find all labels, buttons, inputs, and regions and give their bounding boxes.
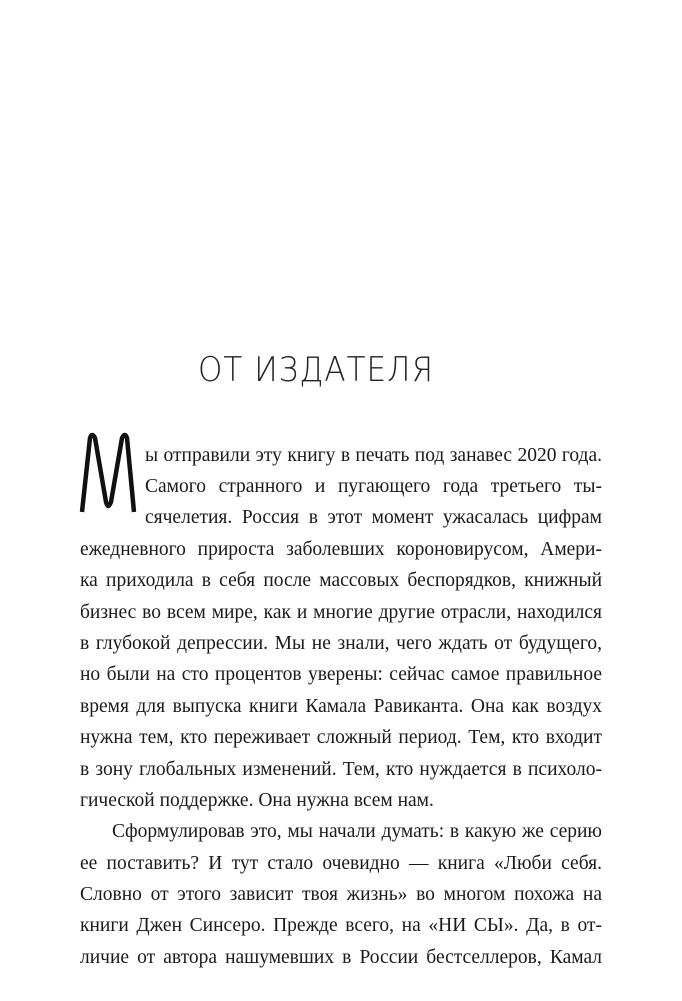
text-line: сячелетия. Россия в этот момент ужасалась цифрам (145, 507, 602, 528)
text-line: ежедневного прироста заболевших короновирусом, Амери- (80, 539, 602, 560)
text-line: ка приходила в себя после массовых беспорядков, книжный (80, 570, 602, 591)
text-line: но были на сто процентов уверены: сейчас самое правильное (80, 664, 602, 685)
drop-cap-letter (78, 432, 138, 514)
chapter-heading: ОТ ИЗДАТЕЛЯ (198, 350, 434, 390)
text-line: нужна тем, кто переживает сложный период. Тем, кто входит (80, 727, 602, 748)
text-line: Словно от этого зависит твоя жизнь» во многом похожа на (80, 884, 602, 905)
text-line: книги Джен Синсеро. Прежде всего, на «НИ СЫ». Да, в от- (80, 915, 602, 936)
text-line: ее поставить? И тут стало очевидно — книга «Люби себя. (80, 853, 602, 874)
text-line: гической поддержке. Она нужна всем нам. (80, 790, 434, 811)
text-line: бизнес во всем мире, как и многие другие отрасли, находился (80, 602, 602, 623)
text-line: время для выпуска книги Камала Равиканта. Она как воздух (80, 696, 602, 717)
text-line: в зону глобальных изменений. Тем, кто нуждается в психоло- (80, 759, 602, 780)
text-line: личие от автора нашумевших в России бестселлеров, Камал (80, 947, 602, 968)
text-line: Сформулировав это, мы начали думать: в какую же серию (112, 821, 602, 842)
text-line: ы отправили эту книгу в печать под занавес 2020 года. (145, 445, 602, 466)
text-line: в глубокой депрессии. Мы не знали, чего ждать от будущего, (80, 633, 602, 654)
text-line: Самого странного и пугающего года третьего ты- (145, 476, 602, 497)
